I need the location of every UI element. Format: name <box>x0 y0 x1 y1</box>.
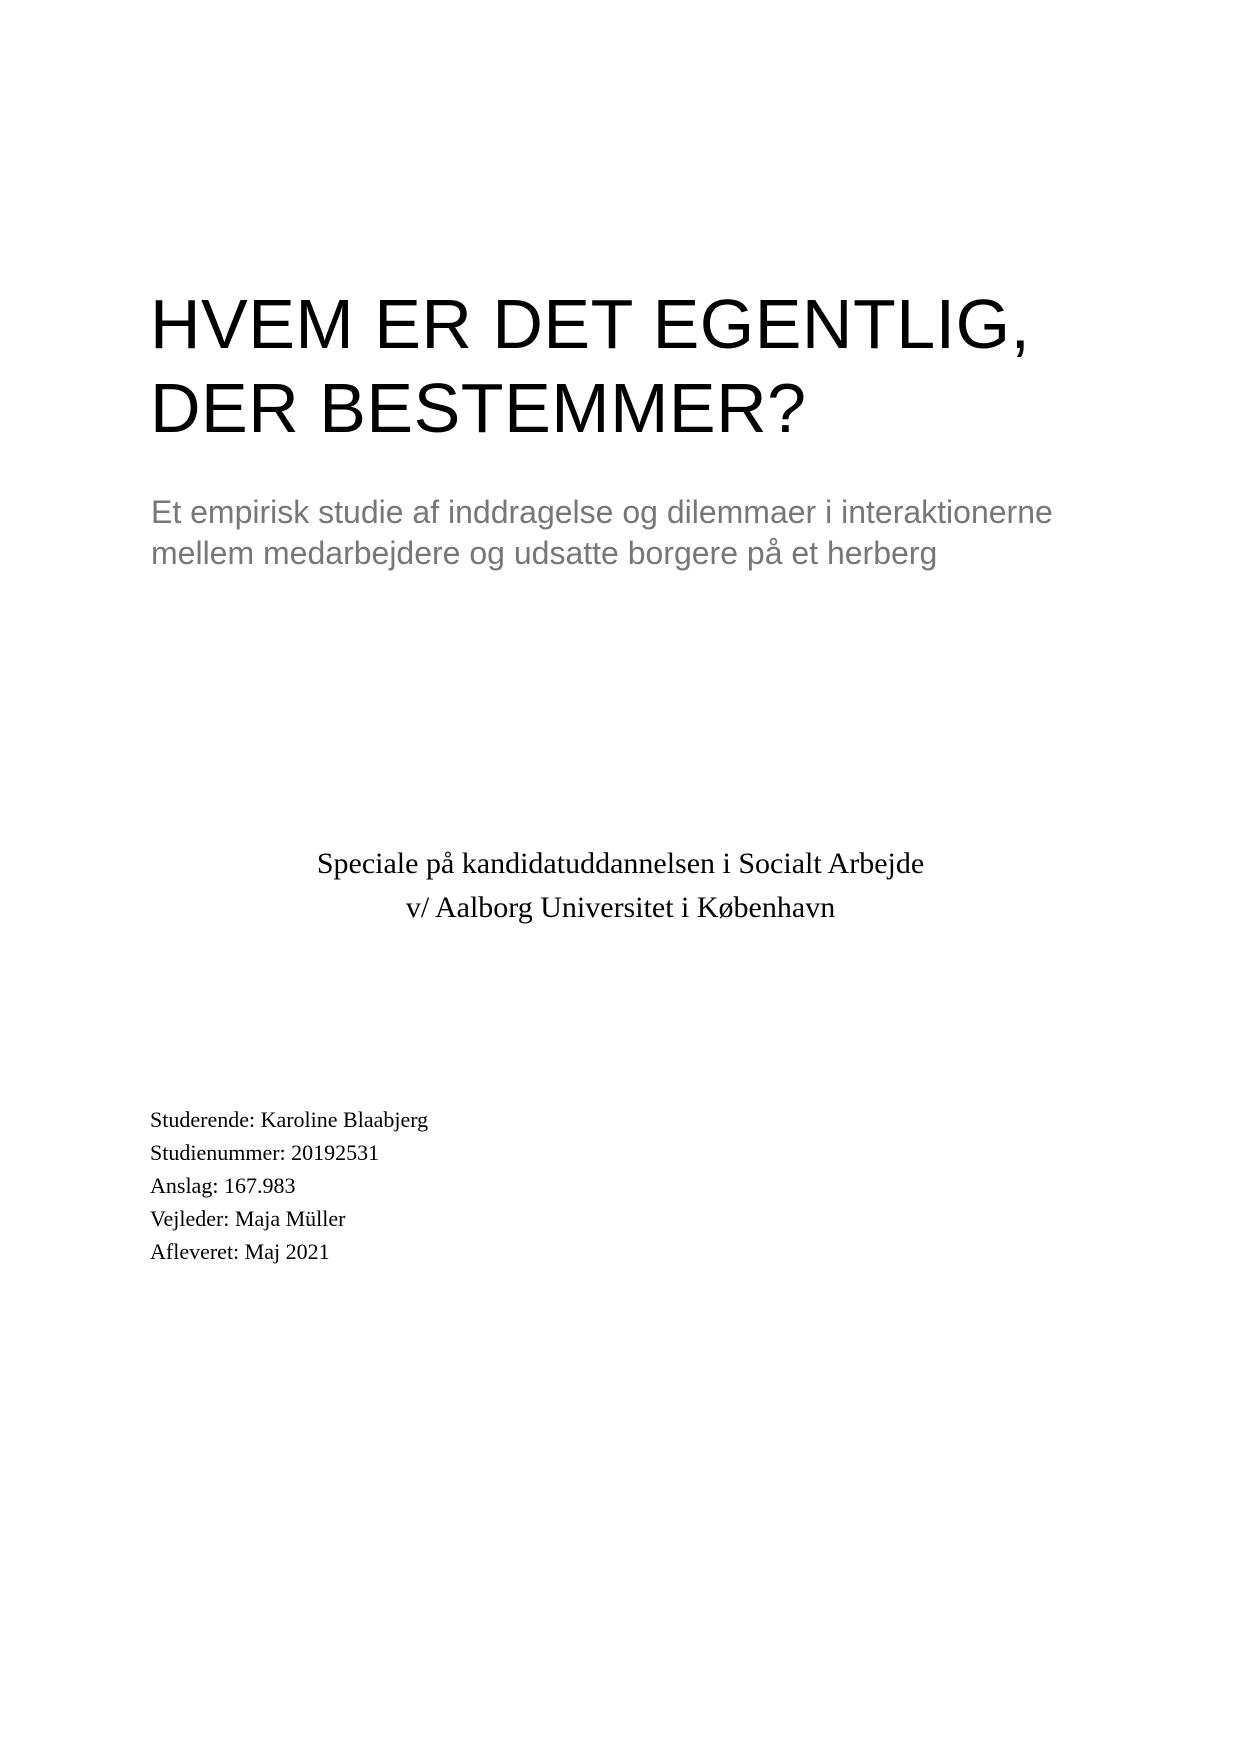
thesis-title-line-2: DER BESTEMMER? <box>150 369 807 447</box>
supervisor: Vejleder: Maja Müller <box>150 1206 346 1231</box>
thesis-title-line-1: HVEM ER DET EGENTLIG, <box>150 285 1031 363</box>
thesis-subtitle-line-2: mellem medarbejdere og udsatte borgere på et herberg <box>151 535 938 571</box>
student-number: Studienummer: 20192531 <box>150 1140 380 1165</box>
student-info <box>150 1103 428 1268</box>
program-line-1: Speciale på kandidatuddannelsen i Socialt Arbejde <box>316 847 925 880</box>
student-name: Studerende: Karoline Blaabjerg <box>150 1107 429 1132</box>
thesis-subtitle <box>151 492 1151 574</box>
program-line-2: v/ Aalborg Universitet i København <box>405 891 836 924</box>
submission-date: Afleveret: Maj 2021 <box>150 1239 330 1264</box>
thesis-subtitle-line-1: Et empirisk studie af inddragelse og dilemmaer i interaktionerne <box>151 494 1053 530</box>
thesis-title <box>150 282 1150 450</box>
character-count: Anslag: 167.983 <box>150 1173 296 1198</box>
program-description <box>0 842 1241 930</box>
